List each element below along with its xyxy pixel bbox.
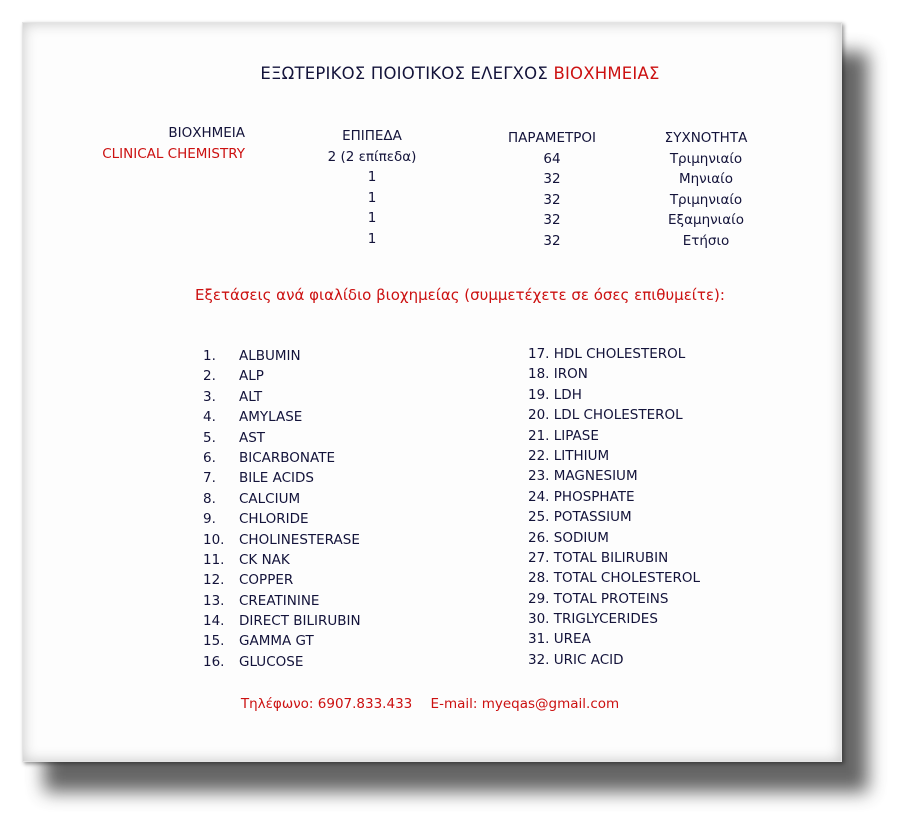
test-name: AST xyxy=(239,429,266,446)
test-item xyxy=(203,489,361,509)
test-number: 3. xyxy=(203,388,216,405)
test-number: 29. xyxy=(528,590,550,607)
parameters-cell: 32 xyxy=(543,191,561,208)
test-item xyxy=(203,509,361,529)
test-number: 1. xyxy=(203,348,216,364)
test-number: 8. xyxy=(203,490,216,507)
test-number: 25. xyxy=(528,509,550,526)
test-name: URIC ACID xyxy=(549,651,624,668)
test-name: BILE ACIDS xyxy=(239,470,314,487)
test-name: CHOLINESTERASE xyxy=(239,531,360,548)
chemistry-label: CLINICAL CHEMISTRY xyxy=(102,145,245,162)
test-number: 32. xyxy=(528,651,550,668)
test-number: 2. xyxy=(203,368,216,385)
levels-cell: 1 xyxy=(367,189,377,206)
test-number: 11. xyxy=(203,551,225,568)
test-number: 14. xyxy=(203,613,225,630)
test-name: BICARBONATE xyxy=(239,449,335,466)
test-name: CALCIUM xyxy=(239,490,301,507)
test-item xyxy=(203,611,361,631)
test-number: 16. xyxy=(203,653,225,670)
test-number: 28. xyxy=(528,570,550,587)
test-item xyxy=(528,446,700,466)
page-title xyxy=(0,64,920,83)
test-item xyxy=(528,466,700,486)
frequency-cell: Τριμηνιαίο xyxy=(669,191,743,208)
test-name: LDL CHOLESTEROL xyxy=(549,407,683,424)
test-item xyxy=(528,609,700,629)
test-item xyxy=(203,631,361,651)
test-name: DIRECT BILIRUBIN xyxy=(239,613,361,630)
test-name: POTASSIUM xyxy=(549,509,632,526)
levels-column xyxy=(310,126,434,249)
test-number: 10. xyxy=(203,531,225,548)
test-number: 31. xyxy=(528,631,550,648)
test-item xyxy=(528,629,700,649)
test-name: ALBUMIN xyxy=(239,348,301,364)
test-item xyxy=(203,366,361,386)
title-highlight: ΒΙΟΧΗΜΕΙΑΣ xyxy=(553,64,660,83)
test-number: 20. xyxy=(528,407,550,424)
parameters-column xyxy=(490,128,614,251)
chemistry-header: ΒΙΟΧΗΜΕΙΑ xyxy=(168,125,245,141)
test-item xyxy=(203,652,361,672)
test-item xyxy=(203,407,361,427)
test-item xyxy=(203,346,361,366)
parameters-cell: 32 xyxy=(543,232,561,249)
test-item xyxy=(203,428,361,448)
test-name: LDH xyxy=(549,386,582,403)
test-name: SODIUM xyxy=(549,529,609,546)
contact-phone: Τηλέφωνο: 6907.833.433 xyxy=(240,696,413,712)
chemistry-column xyxy=(40,123,245,164)
test-name: HDL CHOLESTEROL xyxy=(549,346,686,362)
levels-cell: 2 (2 επίπεδα) xyxy=(327,148,417,165)
test-item xyxy=(203,448,361,468)
tests-list-left xyxy=(203,346,361,672)
test-name: GAMMA GT xyxy=(239,633,314,650)
parameters-cell: 64 xyxy=(543,150,561,167)
frequency-column xyxy=(646,128,766,251)
test-number: 22. xyxy=(528,447,550,464)
test-name: GLUCOSE xyxy=(239,653,304,670)
test-name: ALP xyxy=(239,368,264,385)
test-item xyxy=(203,468,361,488)
test-item xyxy=(528,385,700,405)
title-main: ΕΞΩΤΕΡΙΚΟΣ ΠΟΙΟΤΙΚΟΣ ΕΛΕΓΧΟΣ xyxy=(260,64,548,83)
test-name: CK NAK xyxy=(239,551,290,568)
frequency-header: ΣΥΧΝΟΤΗΤΑ xyxy=(664,130,748,146)
test-item xyxy=(528,344,700,364)
test-number: 23. xyxy=(528,468,550,485)
test-name: CHLORIDE xyxy=(239,511,309,528)
test-item xyxy=(203,591,361,611)
test-number: 24. xyxy=(528,488,550,505)
parameters-cell: 32 xyxy=(543,212,561,228)
frequency-cell: Τριμηνιαίο xyxy=(669,150,743,167)
test-number: 13. xyxy=(203,592,225,609)
test-item xyxy=(528,426,700,446)
test-name: IRON xyxy=(549,366,588,383)
test-item xyxy=(528,507,700,527)
test-name: AMYLASE xyxy=(239,409,303,426)
test-number: 27. xyxy=(528,549,550,566)
test-item xyxy=(528,589,700,609)
test-number: 17. xyxy=(528,346,550,362)
test-name: LITHIUM xyxy=(549,447,610,464)
test-name: TRIGLYCERIDES xyxy=(549,611,658,628)
test-name: UREA xyxy=(549,631,591,648)
test-number: 5. xyxy=(203,429,216,446)
test-name: TOTAL CHOLESTEROL xyxy=(549,570,701,587)
test-item xyxy=(528,405,700,425)
test-number: 18. xyxy=(528,366,550,383)
test-name: COPPER xyxy=(239,572,294,589)
test-number: 9. xyxy=(203,511,216,528)
levels-cell: 1 xyxy=(367,169,377,185)
test-name: MAGNESIUM xyxy=(549,468,638,485)
test-name: TOTAL PROTEINS xyxy=(549,590,669,607)
parameters-header: ΠΑΡΑΜΕΤΡΟΙ xyxy=(508,130,596,146)
test-number: 7. xyxy=(203,470,216,487)
frequency-cell: Εξαμηνιαίο xyxy=(668,212,744,228)
test-name: ALT xyxy=(239,388,263,405)
test-number: 12. xyxy=(203,572,225,589)
contact-email: E-mail: myeqas@gmail.com xyxy=(430,696,620,712)
test-number: 19. xyxy=(528,386,550,403)
test-name: TOTAL BILIRUBIN xyxy=(549,549,669,566)
test-number: 6. xyxy=(203,449,216,466)
test-item xyxy=(528,364,700,384)
levels-cell: 1 xyxy=(367,210,377,226)
test-item xyxy=(528,650,700,670)
parameters-cell: 32 xyxy=(543,171,561,187)
levels-header: ΕΠΙΠΕΔΑ xyxy=(342,128,402,144)
tests-list-right xyxy=(528,344,700,670)
frequency-cell: Ετήσιο xyxy=(682,232,730,249)
test-number: 26. xyxy=(528,529,550,546)
test-item xyxy=(203,550,361,570)
frequency-cell: Μηνιαίο xyxy=(678,171,734,187)
test-item xyxy=(528,548,700,568)
test-number: 21. xyxy=(528,427,550,444)
test-number: 30. xyxy=(528,611,550,628)
tests-subtitle: Εξετάσεις ανά φιαλίδιο βιοχημείας (συμμετέχετε σε όσες επιθυμείτε): xyxy=(195,286,725,304)
test-item xyxy=(203,530,361,550)
test-name: PHOSPHATE xyxy=(549,488,635,505)
test-item xyxy=(528,487,700,507)
test-name: LIPASE xyxy=(549,427,599,444)
contact-line xyxy=(0,696,860,712)
test-item xyxy=(528,528,700,548)
levels-cell: 1 xyxy=(367,230,377,247)
test-number: 4. xyxy=(203,409,216,426)
test-item xyxy=(528,568,700,588)
test-item xyxy=(203,387,361,407)
test-item xyxy=(203,570,361,590)
test-name: CREATININE xyxy=(239,592,320,609)
test-number: 15. xyxy=(203,633,225,650)
